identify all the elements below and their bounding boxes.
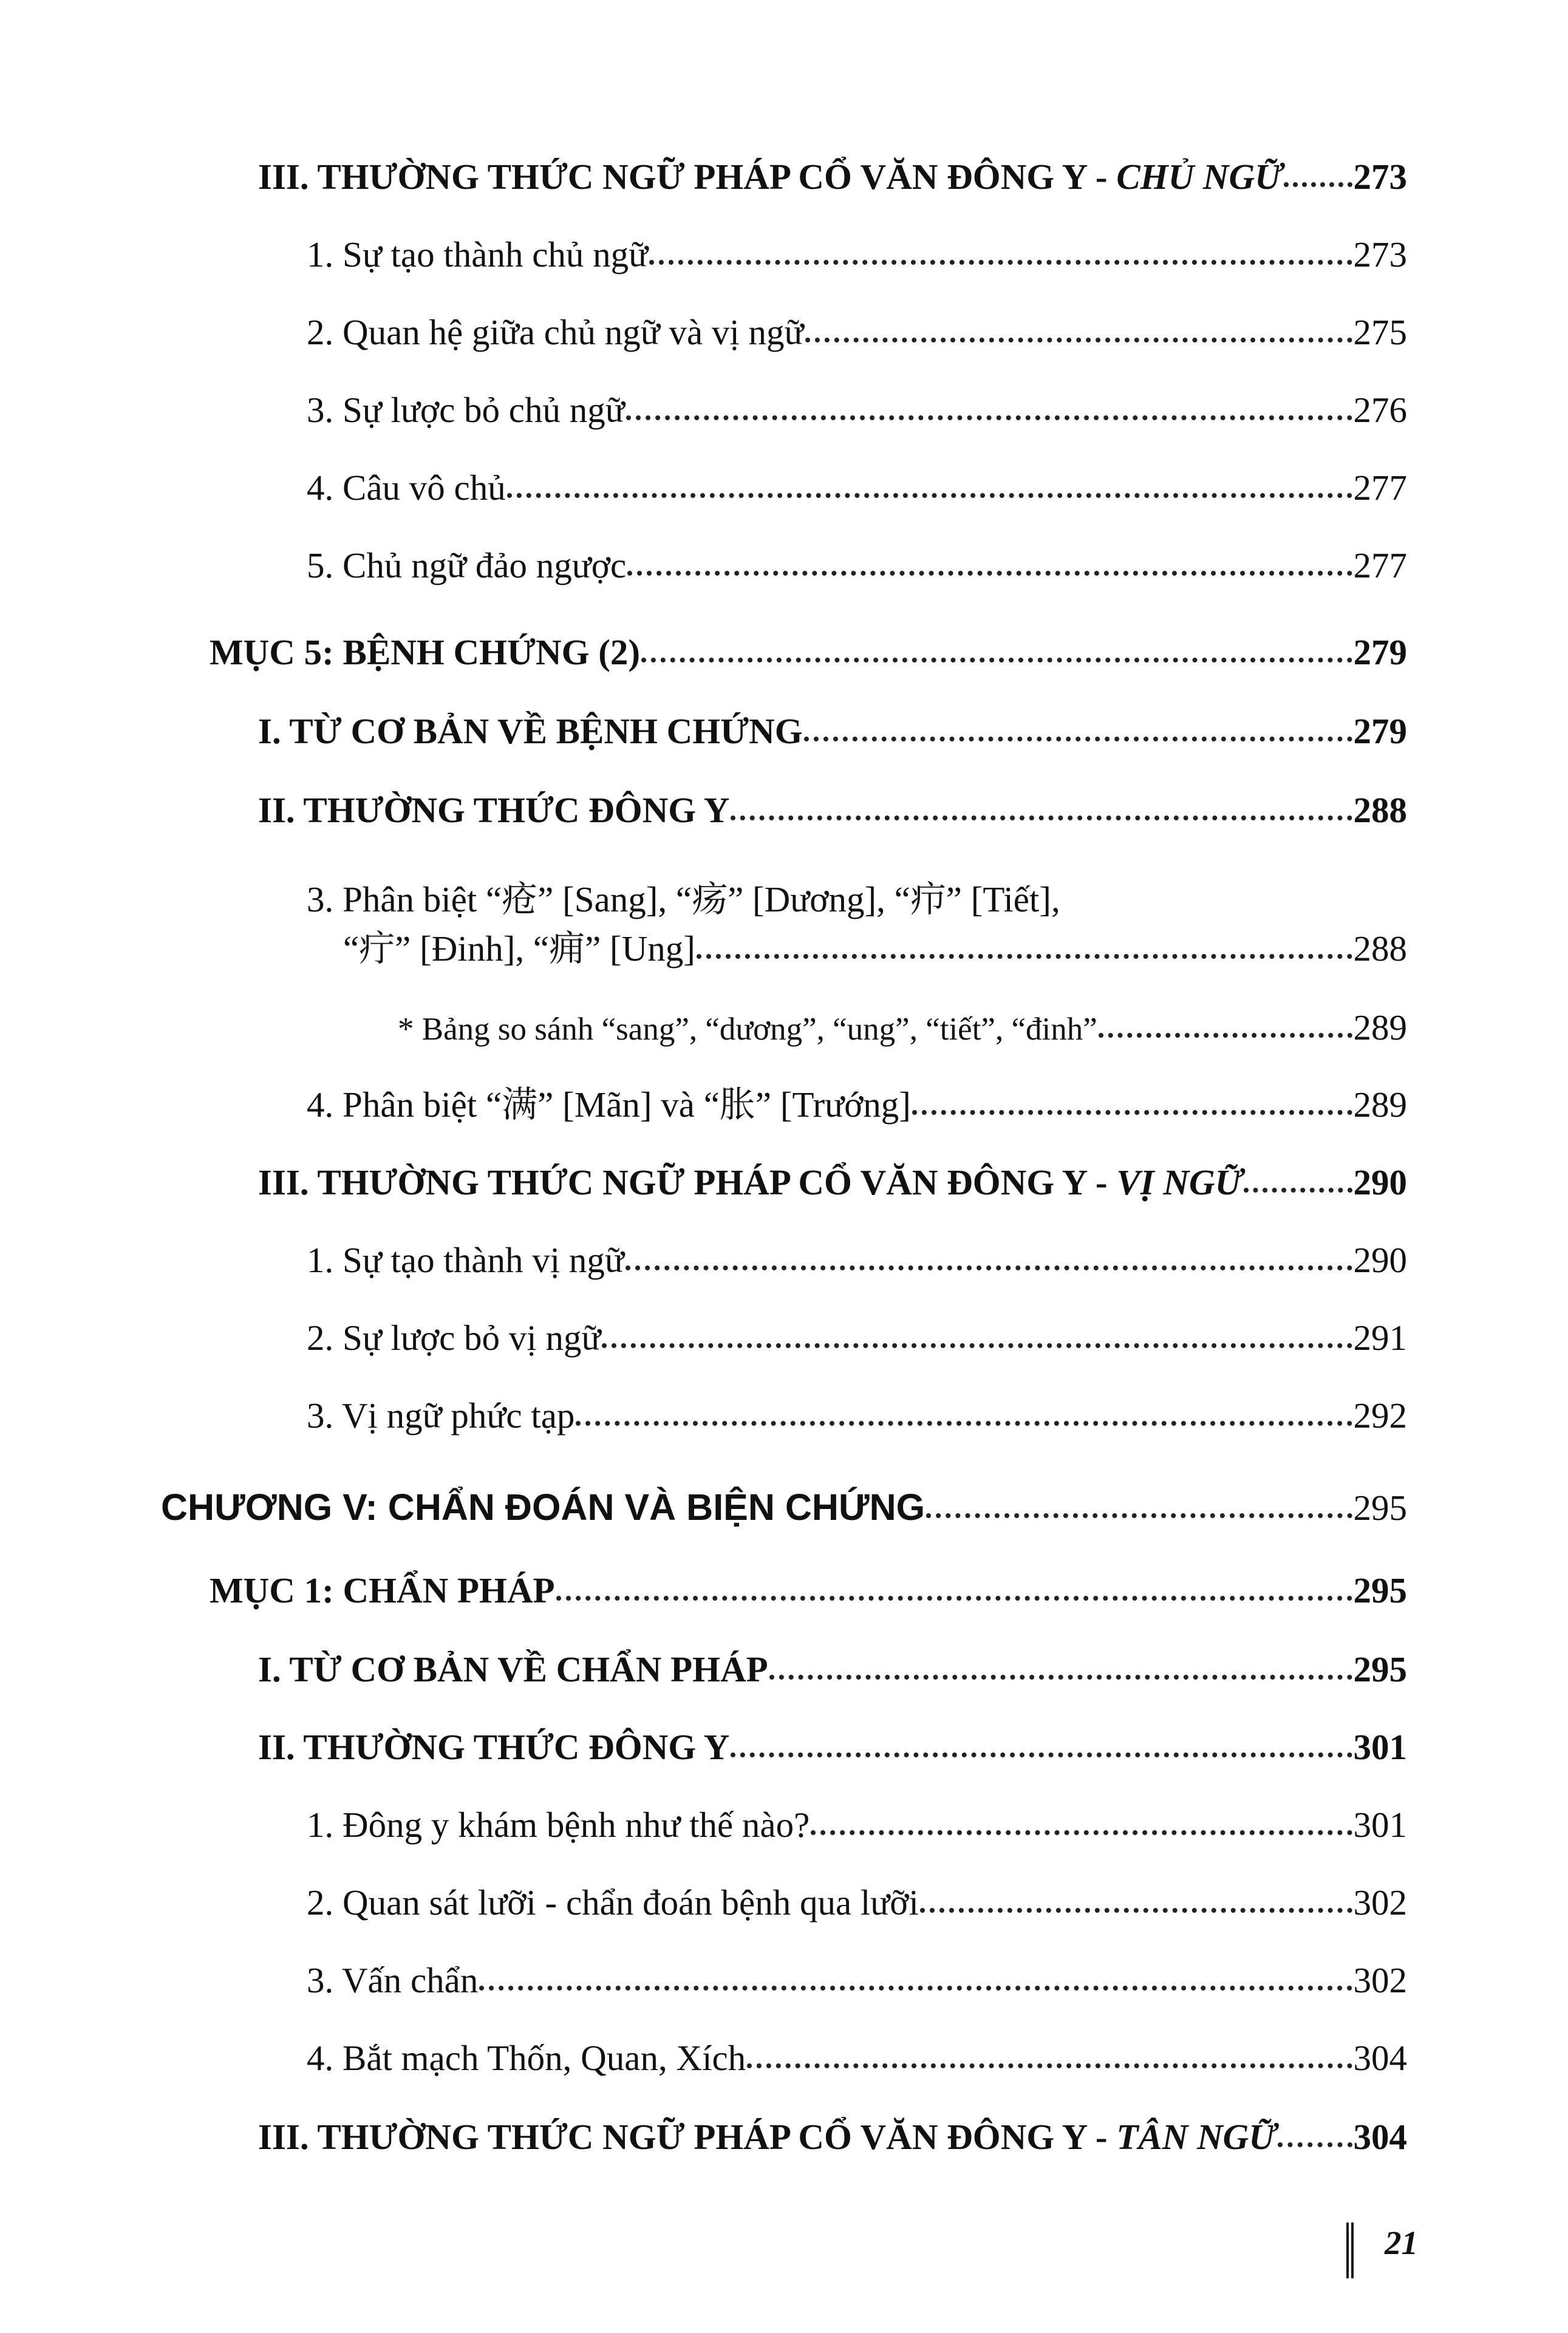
dot-leader [649,260,1352,265]
dot-leader [731,816,1352,820]
toc-page-number: 290 [1353,1162,1407,1202]
dot-leader [804,737,1352,741]
toc-entry[interactable] [258,792,1407,828]
toc-entry-title: III. THƯỜNG THỨC NGỮ PHÁP CỔ VĂN ĐÔNG Y - CHỦ NGỮ [258,157,1283,197]
toc-page-number: 276 [1353,390,1407,430]
toc-entry-title: 2. Quan hệ giữa chủ ngữ và vị ngữ [307,312,804,352]
toc-entry-title: * Bảng so sánh “sang”, “dương”, “ung”, “tiết”, “đinh” [398,1012,1097,1047]
toc-entry-title: III. THƯỜNG THỨC NGỮ PHÁP CỔ VĂN ĐÔNG Y - TÂN NGỮ [258,2117,1277,2157]
dot-leader [811,1830,1352,1835]
toc-entry[interactable] [307,1242,1407,1278]
dot-leader [1244,1188,1352,1193]
toc-entry[interactable] [307,545,1407,585]
dot-leader [747,2063,1352,2068]
dot-leader [556,1596,1352,1601]
toc-entry[interactable] [307,1395,1407,1436]
toc-entry[interactable] [307,1807,1407,1843]
dot-leader [926,1513,1352,1518]
toc-page-number: 295 [1353,1649,1407,1689]
dot-leader [507,493,1352,498]
toc-page-number: 295 [1353,1488,1407,1528]
toc-entry[interactable] [307,392,1407,428]
toc-entry-section[interactable] [210,632,1407,672]
toc-page-number: 301 [1353,1727,1407,1767]
toc-page-number: 302 [1353,1960,1407,2000]
toc-entry-title: 3. Vị ngữ phức tạp [307,1395,575,1436]
toc-entry-title: I. TỪ CƠ BẢN VỀ CHẨN PHÁP [258,1649,768,1689]
dot-leader [731,1752,1352,1757]
toc-entry[interactable] [258,711,1407,751]
toc-entry[interactable] [258,1649,1407,1689]
dot-leader [627,571,1352,576]
toc-page-number: 301 [1353,1805,1407,1845]
toc-entry-title: 1. Sự tạo thành vị ngữ [307,1240,624,1280]
toc-entry-title: 1. Đông y khám bệnh như thế nào? [307,1805,810,1845]
dot-leader [769,1675,1352,1680]
toc-entry[interactable] [307,1320,1407,1356]
toc-page-number: 279 [1353,711,1407,751]
toc-page-number: 295 [1353,1570,1407,1610]
dot-leader [625,1265,1352,1270]
toc-entry[interactable] [307,1087,1407,1123]
dot-leader [1099,1033,1352,1038]
dot-leader [602,1343,1352,1348]
toc-entry-title: 4. Phân biệt “满” [Mãn] và “胀” [Trướng] [307,1085,911,1125]
toc-entry[interactable] [258,1162,1407,1202]
toc-entry-title-line1[interactable]: 3. Phân biệt “疮” [Sang], “疡” [Dương], “疖” [Tiết], [307,879,1060,919]
toc-entry-title: 1. Sự tạo thành chủ ngữ [307,234,649,274]
toc-entry[interactable] [258,1729,1407,1765]
toc-entry[interactable] [307,234,1407,274]
toc-entry-title: 3. Sự lược bỏ chủ ngữ [307,390,625,430]
dot-leader [576,1421,1352,1426]
toc-page-number: 273 [1353,157,1407,197]
dot-leader [920,1908,1352,1913]
toc-page-number: 288 [1353,790,1407,830]
toc-page-number: 279 [1353,632,1407,672]
toc-page-number: 273 [1353,234,1407,274]
toc-entry-sub[interactable] [398,1007,1407,1047]
footer-double-rule [1346,2222,1354,2278]
dot-leader [626,415,1352,420]
toc-entry[interactable] [307,1882,1407,1923]
dot-leader [697,954,1352,959]
toc-page-number: 304 [1353,2117,1407,2157]
toc-entry[interactable] [307,312,1407,352]
toc-entry-title: II. THƯỜNG THỨC ĐÔNG Y [258,790,730,830]
dot-leader [805,338,1352,342]
toc-entry[interactable] [307,2040,1407,2076]
toc-entry[interactable] [307,1960,1407,2000]
toc-entry[interactable] [343,928,1407,969]
toc-entry-title: 2. Sự lược bỏ vị ngữ [307,1318,601,1358]
toc-page-number: 277 [1353,468,1407,508]
toc-entry-title: MỤC 1: CHẨN PHÁP [210,1570,555,1610]
dot-leader [1278,2142,1352,2147]
toc-entry-title: 5. Chủ ngữ đảo ngược [307,545,627,585]
toc-entry[interactable] [307,470,1407,506]
toc-entry[interactable] [258,159,1407,195]
toc-page-number: 289 [1353,1085,1407,1125]
dot-leader [1284,182,1352,187]
toc-entry-title: II. THƯỜNG THỨC ĐÔNG Y [258,1727,730,1767]
toc-page-number: 290 [1353,1240,1407,1280]
toc-page-number: 277 [1353,545,1407,585]
dot-leader [479,1986,1352,1991]
toc-page-number: 304 [1353,2038,1407,2078]
toc-entry-title-line2: “疔” [Đinh], “痈” [Ung] [343,928,695,969]
toc-page-number: 292 [1353,1395,1407,1436]
toc-entry-title: 2. Quan sát lưỡi - chẩn đoán bệnh qua lưỡi [307,1882,919,1923]
toc-page-number: 289 [1353,1007,1407,1047]
toc-entry-title: 3. Vấn chẩn [307,1960,479,2000]
toc-entry-title: I. TỪ CƠ BẢN VỀ BỆNH CHỨNG [258,711,803,751]
toc-entry-title: CHƯƠNG V: CHẨN ĐOÁN VÀ BIỆN CHỨNG [161,1487,925,1528]
toc-page-number: 291 [1353,1318,1407,1358]
dot-leader [912,1110,1352,1115]
toc-entry-title: MỤC 5: BỆNH CHỨNG (2) [210,632,641,672]
toc-page-number: 288 [1353,928,1407,969]
page-number: 21 [1385,2224,1418,2261]
dot-leader [641,658,1352,662]
toc-entry-title: 4. Bắt mạch Thốn, Quan, Xích [307,2038,746,2078]
toc-entry-chapter[interactable] [161,1489,1407,1526]
toc-entry-title: III. THƯỜNG THỨC NGỮ PHÁP CỔ VĂN ĐÔNG Y - VỊ NGỮ [258,1162,1243,1202]
toc-page-number: 275 [1353,312,1407,352]
toc-entry-title: 4. Câu vô chủ [307,468,506,508]
toc-entry[interactable] [258,2119,1407,2155]
toc-entry-section[interactable] [210,1570,1407,1610]
toc-page-number: 302 [1353,1882,1407,1923]
